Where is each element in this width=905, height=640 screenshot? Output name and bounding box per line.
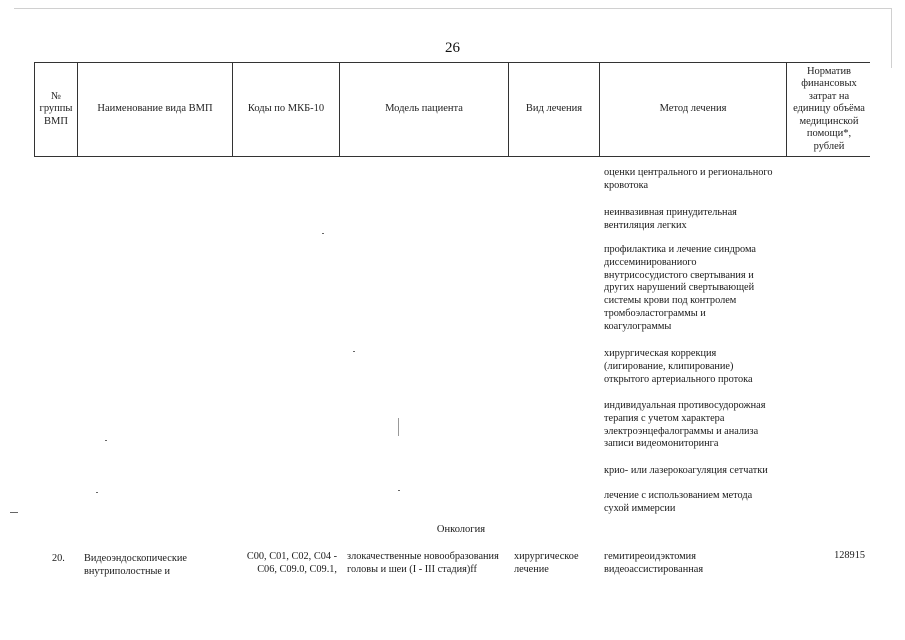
scan-speck [398, 490, 400, 491]
row-group-number: 20. [52, 553, 65, 564]
header-cost-norm: Норматив финансовых затрат на единицу объёма медицинской помощи*, рублей [793, 65, 865, 152]
scan-speck [353, 351, 355, 352]
header-treatment-type: Вид лечения [525, 103, 583, 115]
header-treatment-method: Метод лечения [659, 103, 727, 115]
method-item: неинвазивная принудительная вентиляция легких [604, 207, 737, 231]
row-treatment-method: гемитиреоидэктомия видеоассистированная [604, 551, 704, 575]
row-vmp-name: Видеоэндоскопические внутриполостные и [84, 553, 187, 577]
method-item: хирургическая коррекция (лигирование, клипирование) открытого артериального протока [604, 348, 753, 385]
header-group-number: № группы ВМП [39, 90, 73, 127]
scan-edge-top [14, 8, 892, 9]
method-item: профилактика и лечение синдрома диссеминированиого внутрисосудистого свертывания и других нарушений свертывающей системы крови под контролем тромбоэластограммы и коагулограммы [604, 244, 756, 332]
scan-speck [398, 418, 399, 436]
row-patient-model: злокачественные новообразования головы и шеи (I - III стадия)ff [347, 551, 499, 575]
header-vmp-name: Наименование вида ВМП [97, 103, 213, 115]
section-title: Онкология [436, 524, 486, 535]
row-treatment-type: хирургическое лечение [514, 551, 579, 575]
method-item: крио- или лазерокоагуляция сетчатки [604, 465, 768, 476]
method-item: индивидуальная противосудорожная терапия с учетом характера электроэнцефалограммы и анализа записи видеомониторинга [604, 400, 766, 450]
page-number: 26 [445, 40, 460, 56]
header-patient-model: Модель пациента [385, 103, 463, 115]
scan-speck [10, 512, 18, 513]
method-item: оценки центрального и регионального кровотока [604, 167, 773, 191]
scan-speck [322, 233, 324, 234]
scan-speck [96, 492, 98, 493]
header-icd-codes: Коды по МКБ-10 [247, 103, 325, 115]
scan-speck [105, 440, 107, 441]
scan-edge-right [891, 8, 892, 68]
method-item: лечение с использованием метода сухой иммерсии [604, 490, 753, 514]
row-cost-norm: 128915 [834, 550, 865, 561]
row-icd-codes: C00, C01, C02, C04 - C06, C09.0, C09.1, [246, 551, 337, 575]
